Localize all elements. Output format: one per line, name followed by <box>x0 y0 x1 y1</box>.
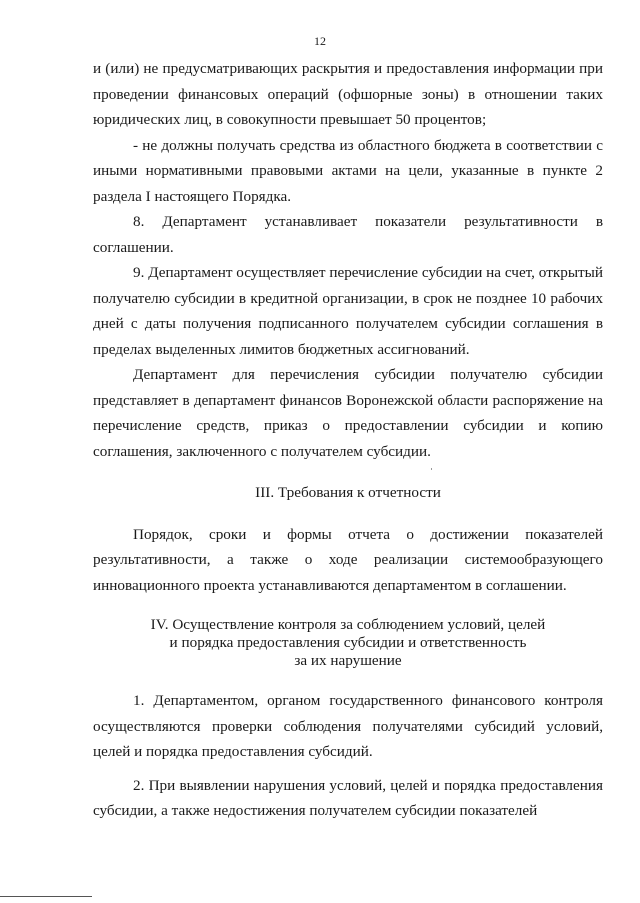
paragraph-regional-budget: - не должны получать средства из областного бюджета в соответствии с иными нормативными правовыми актами на цели, указанные в пункте 2 раздела I настоящего Порядка. <box>93 136 603 205</box>
paragraph-item-8: 8. Департамент устанавливает показатели результативности в соглашении. <box>93 213 603 256</box>
heading-section-4-line-2: и порядка предоставления субсидии и ответственность <box>169 634 527 651</box>
paragraph-transfer-order: Департамент для перечисления субсидии получателю субсидии представляет в департамент финансов Воронежской области распоряжение на перечисление средств, приказ о предоставлении субсидии и копию соглашения, заключенного с получателем субсидии. <box>93 366 603 460</box>
document-body <box>93 56 603 824</box>
heading-section-4-line-3: за их нарушение <box>294 652 402 669</box>
paragraph-item-9: 9. Департамент осуществляет перечисление субсидии на счет, открытый получателю субсидии в кредитной организации, в срок не позднее 10 рабочих дней с даты получения подписанного получателем субсидии соглашения в пределах выделенных лимитов бюджетных ассигнований. <box>93 264 603 358</box>
scan-speck <box>431 468 432 470</box>
paragraph-control-2: 2. При выявлении нарушения условий, целей и порядка предоставления субсидии, а также недостижения получателем субсидии показателей <box>93 776 603 819</box>
page-number: 12 <box>314 34 326 48</box>
heading-section-4 <box>93 616 603 670</box>
paragraph-reporting: Порядок, сроки и формы отчета о достижении показателей результативности, а также о ходе реализации системообразующего инновационного проекта устанавливаются департаментом в соглашении. <box>93 525 603 594</box>
footnote-separator-line <box>0 896 92 897</box>
heading-section-3: III. Требования к отчетности <box>255 484 441 501</box>
heading-section-4-line-1: IV. Осуществление контроля за соблюдением условий, целей <box>150 616 546 633</box>
paragraph-control-1: 1. Департаментом, органом государственного финансового контроля осуществляются проверки соблюдения получателями субсидий условий, целей и порядка предоставления субсидий. <box>93 692 603 760</box>
paragraph-offshore: и (или) не предусматривающих раскрытия и предоставления информации при проведении финансовых операций (офшорные зоны) в отношении таких юридических лиц, в совокупности превышает 50 процентов; <box>93 60 603 128</box>
